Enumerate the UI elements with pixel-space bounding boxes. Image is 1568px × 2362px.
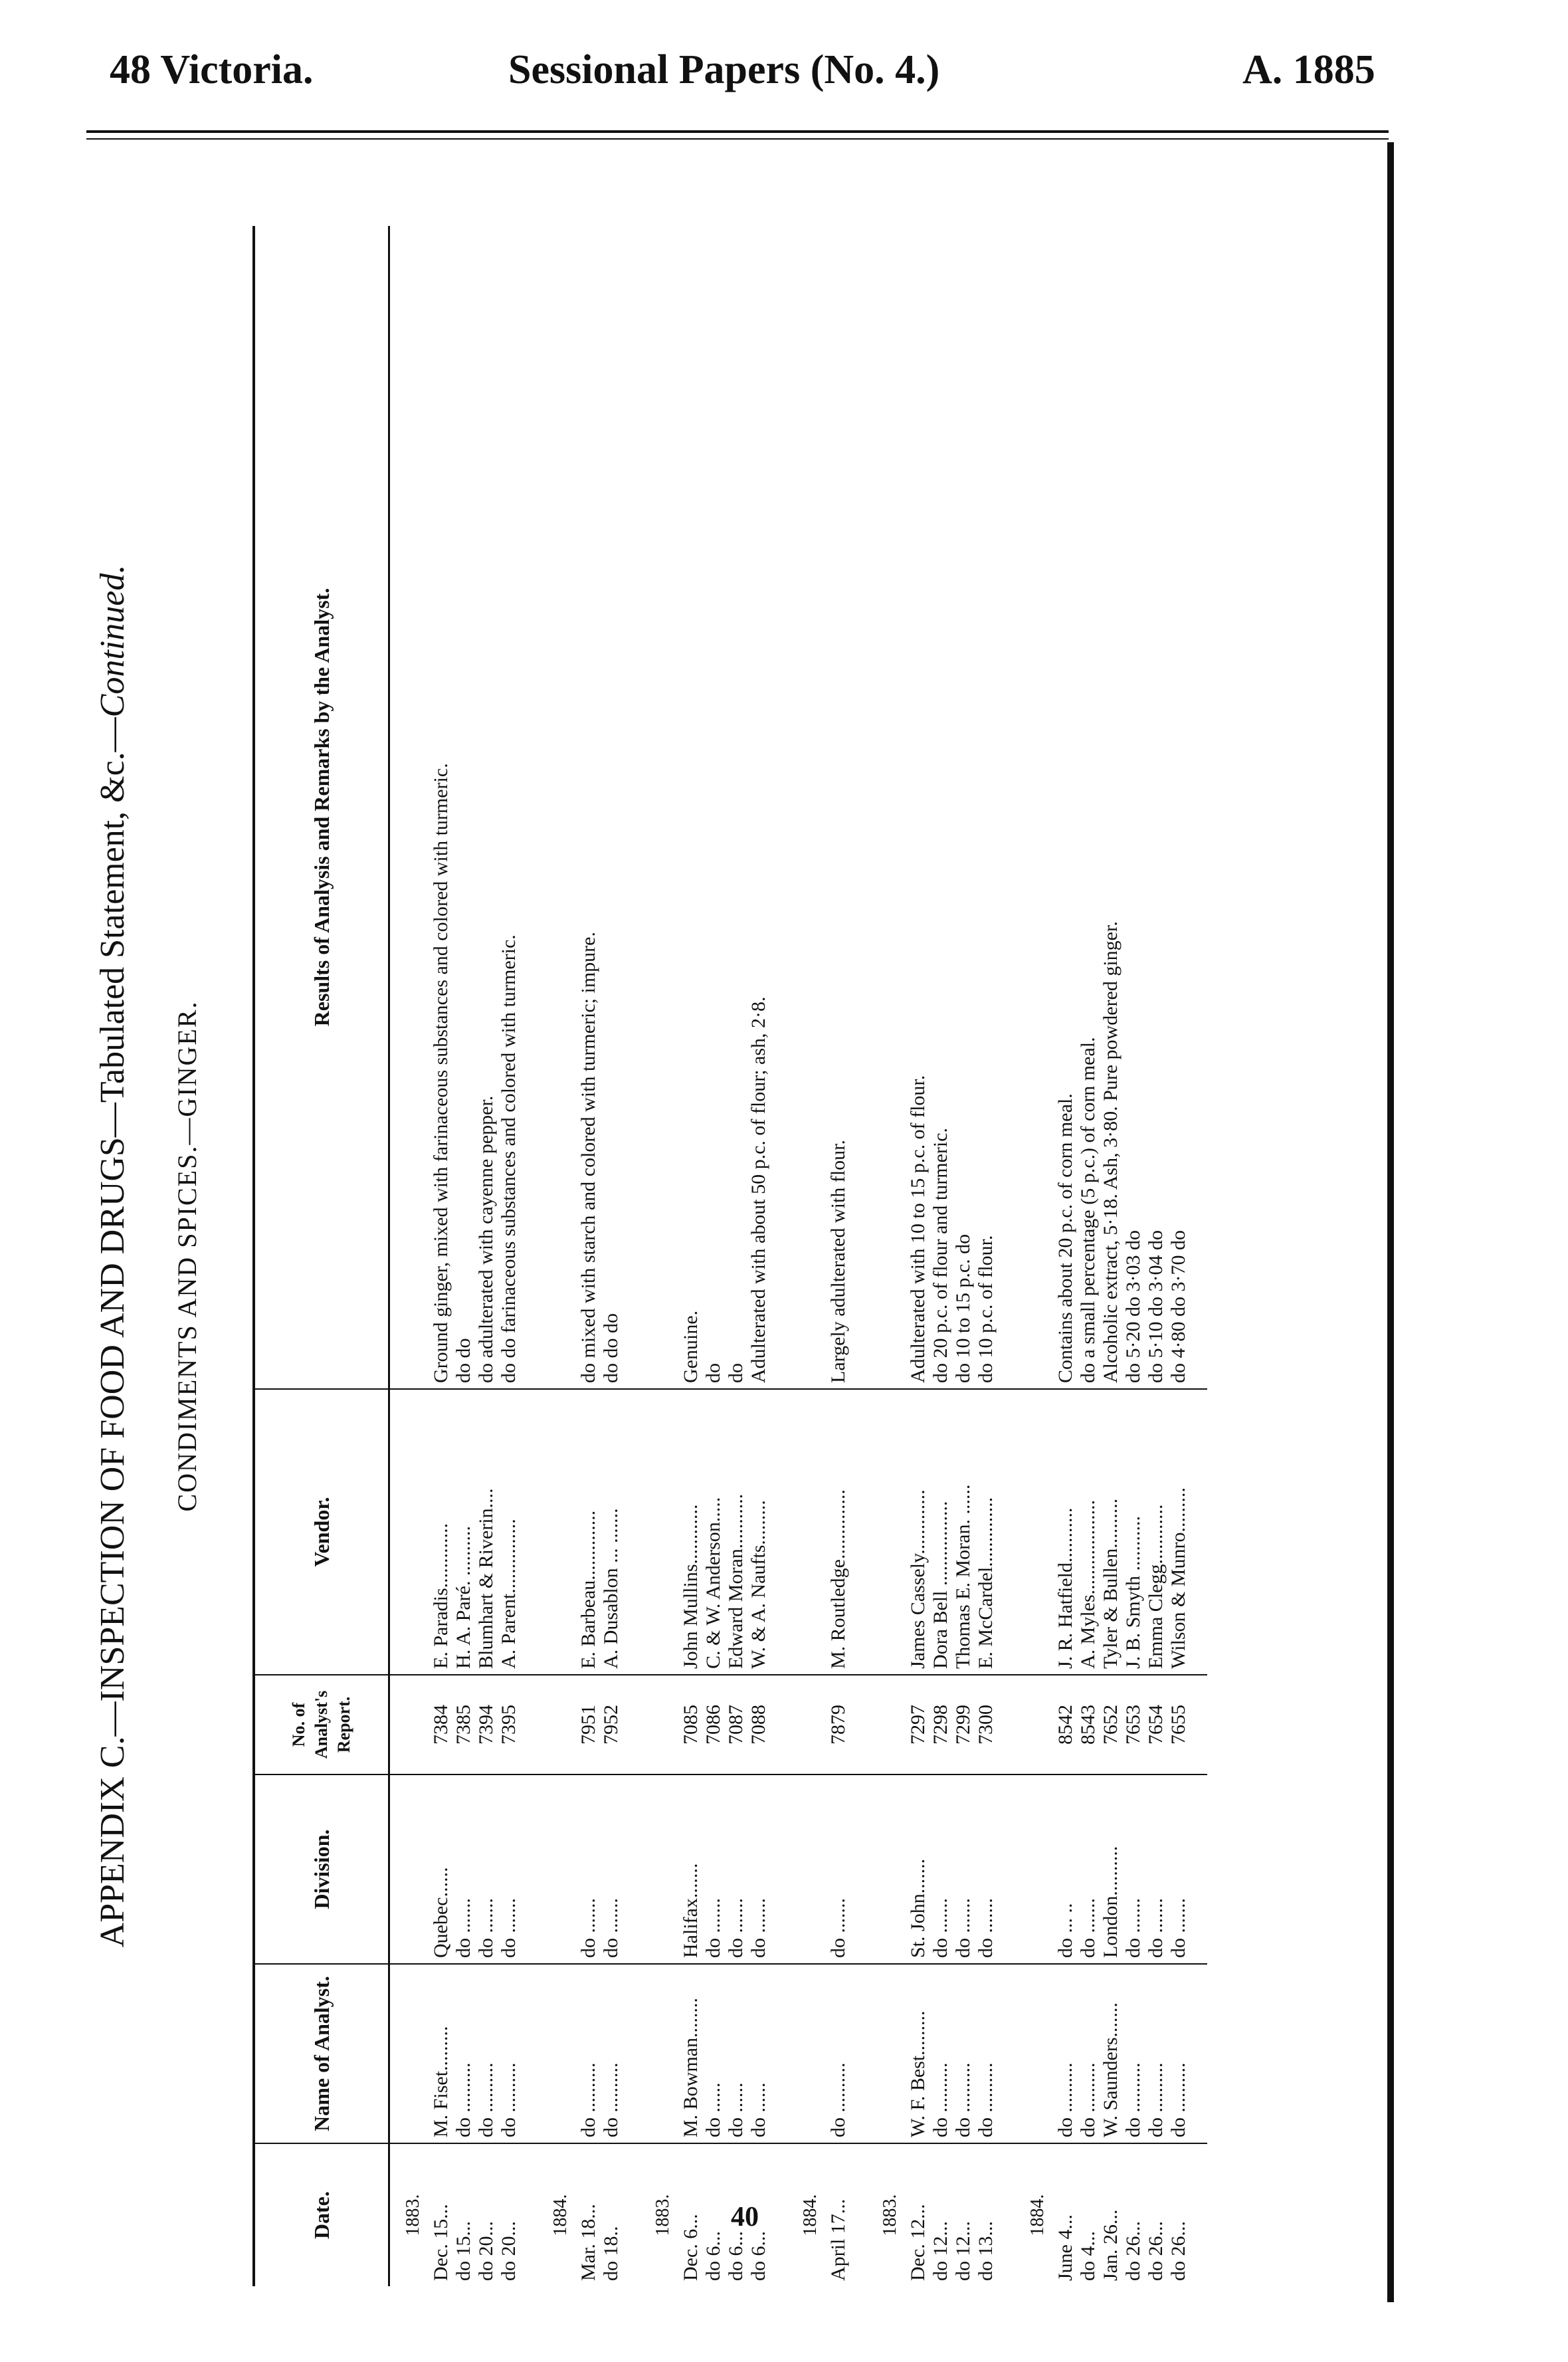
header-left: 48 Victoria. (110, 47, 314, 92)
row-result: do 4·80 do 3·70 do (1167, 226, 1190, 1389)
row-vendor: Tyler & Bullen.......... (1100, 1389, 1122, 1675)
row-analyst: M. Fiset......... (430, 1964, 452, 2143)
row-result: do do (452, 226, 475, 1389)
table-row (1054, 226, 1077, 2286)
row-date: do 20... (498, 2221, 520, 2281)
row-analyst: do .......... (475, 1964, 498, 2143)
table-row (1167, 226, 1190, 2286)
appendix-title-main: APPENDIX C.—INSPECTION OF FOOD AND DRUGS—Tabulated Statement, &c.— (94, 717, 132, 1948)
row-vendor: Wilson & Munro......... (1167, 1389, 1190, 1675)
table-row (747, 226, 770, 2286)
row-date: Jan. 26... (1100, 2209, 1122, 2281)
empty-cell (770, 1964, 787, 2143)
col-division: Division. (254, 1774, 389, 1964)
row-vendor: John Mullins............ (680, 1389, 702, 1675)
row-report-no: 7086 (702, 1675, 725, 1774)
row-analyst: do .......... (952, 1964, 975, 2143)
empty-cell (538, 226, 577, 1389)
row-division: do ....... (975, 1774, 997, 1964)
table-body (389, 226, 1208, 2286)
col-results: Results of Analysis and Remarks by the Analyst. (254, 226, 389, 1389)
empty-cell (1190, 1675, 1207, 1774)
empty-cell (538, 1774, 577, 1964)
row-vendor: Emma Clegg............ (1145, 1389, 1167, 1675)
row-report-no: 7952 (600, 1675, 623, 1774)
col-analyst: Name of Analyst. (254, 1964, 389, 2143)
table-row (1077, 226, 1100, 2286)
row-report-no: 7879 (827, 1675, 850, 1774)
row-vendor: Blumhart & Riverin.... (475, 1389, 498, 1675)
empty-cell (787, 1964, 827, 2143)
row-result: do do do (600, 226, 623, 1389)
row-analyst: W. F. Best......... (907, 1964, 930, 2143)
row-report-no: 8542 (1054, 1675, 1077, 1774)
year-row (538, 226, 577, 2286)
empty-cell (850, 226, 867, 1389)
empty-cell (623, 1389, 640, 1675)
table-row (702, 226, 725, 2286)
empty-cell (520, 226, 538, 1389)
table-row (1122, 226, 1145, 2286)
row-date: do 6... (702, 2231, 724, 2281)
year-row (787, 226, 827, 2286)
row-report-no: 7299 (952, 1675, 975, 1774)
empty-cell (997, 1389, 1015, 1675)
row-division: do ....... (702, 1774, 725, 1964)
row-result: Largely adulterated with flour. (827, 226, 850, 1389)
empty-cell (997, 2143, 1015, 2286)
page-number: 40 (731, 2202, 759, 2232)
row-date: do 13... (975, 2221, 997, 2281)
group-gap (623, 226, 640, 2286)
ginger-table (252, 226, 1207, 2286)
row-division: St. John....... (907, 1774, 930, 1964)
header-rule (86, 130, 1389, 133)
empty-cell (520, 2143, 538, 2286)
row-result: do (702, 226, 725, 1389)
row-date: do 26... (1122, 2221, 1144, 2281)
empty-cell (770, 226, 787, 1389)
empty-cell (538, 1675, 577, 1774)
year-label: 1883. (403, 2194, 423, 2236)
empty-cell (640, 1964, 680, 2143)
col-report-no: No. of Analyst's Report. (254, 1675, 389, 1774)
empty-cell (520, 1964, 538, 2143)
section-subtitle: CONDIMENTS AND SPICES.—GINGER. (172, 1000, 202, 1512)
empty-cell (538, 1964, 577, 2143)
year-label: 1884. (1027, 2194, 1048, 2236)
empty-cell (623, 2143, 640, 2286)
row-vendor: A. Dusablon ... ....... (600, 1389, 623, 1675)
row-division: Quebec...... (430, 1774, 452, 1964)
empty-cell (867, 1675, 907, 1774)
row-report-no: 7087 (725, 1675, 747, 1774)
row-division: do ....... (827, 1774, 850, 1964)
empty-cell (520, 1774, 538, 1964)
row-division: do ....... (577, 1774, 600, 1964)
table-row (725, 226, 747, 2286)
empty-cell (997, 1964, 1015, 2143)
group-gap (770, 226, 787, 2286)
row-result: do (725, 226, 747, 1389)
empty-cell (850, 1964, 867, 2143)
row-result: do mixed with starch and colored with turmeric; impure. (577, 226, 600, 1389)
empty-cell (770, 1774, 787, 1964)
empty-cell (389, 1389, 431, 1675)
empty-cell (1190, 226, 1207, 1389)
row-vendor: E. McCardel.............. (975, 1389, 997, 1675)
row-analyst: do .......... (1167, 1964, 1190, 2143)
row-vendor: A. Myles................... (1077, 1389, 1100, 1675)
table-row (952, 226, 975, 2286)
row-date: do 6... (725, 2231, 747, 2281)
empty-cell (867, 1389, 907, 1675)
empty-cell (850, 1389, 867, 1675)
row-date: April 17... (827, 2199, 849, 2281)
empty-cell (640, 1774, 680, 1964)
group-gap (850, 226, 867, 2286)
table-row (907, 226, 930, 2286)
rotated-table-block (86, 226, 1389, 2286)
row-date: Mar. 18... (577, 2204, 599, 2281)
group-gap (1190, 226, 1207, 2286)
row-report-no: 7385 (452, 1675, 475, 1774)
row-result: Adulterated with 10 to 15 p.c. of flour. (907, 226, 930, 1389)
empty-cell (850, 1675, 867, 1774)
empty-cell (623, 1964, 640, 2143)
row-analyst: do .......... (577, 1964, 600, 2143)
empty-cell (850, 1774, 867, 1964)
row-report-no: 7653 (1122, 1675, 1145, 1774)
row-report-no: 7085 (680, 1675, 702, 1774)
empty-cell (850, 2143, 867, 2286)
header-right: A. 1885 (1242, 47, 1375, 92)
table-row (452, 226, 475, 2286)
row-date: do 26... (1145, 2221, 1167, 2281)
row-vendor: W. & A. Naufts......... (747, 1389, 770, 1675)
row-date: do 4... (1077, 2231, 1099, 2281)
empty-cell (640, 1675, 680, 1774)
row-report-no: 7951 (577, 1675, 600, 1774)
empty-cell (389, 1774, 431, 1964)
year-row (867, 226, 907, 2286)
row-report-no: 7088 (747, 1675, 770, 1774)
empty-cell (787, 226, 827, 1389)
row-division: do ....... (747, 1774, 770, 1964)
row-analyst: do ...... (725, 1964, 747, 2143)
row-vendor: Edward Moran........... (725, 1389, 747, 1675)
row-result: do 20 p.c. of flour and turmeric. (930, 226, 952, 1389)
table-titles (86, 226, 246, 2286)
row-result: Contains about 20 p.c. of corn meal. (1054, 226, 1077, 1389)
empty-cell (787, 1774, 827, 1964)
table-row (1145, 226, 1167, 2286)
table-row (680, 226, 702, 2286)
row-vendor: Dora Bell ................. (930, 1389, 952, 1675)
row-result: do a small percentage (5 p.c.) of corn meal. (1077, 226, 1100, 1389)
header-rule-thin (86, 138, 1389, 140)
year-row (389, 226, 431, 2286)
page-header (0, 47, 1568, 113)
row-date: Dec. 12... (907, 2204, 929, 2281)
row-vendor: C. & W. Anderson..... (702, 1389, 725, 1675)
row-division: do ....... (1077, 1774, 1100, 1964)
row-analyst: do .......... (827, 1964, 850, 2143)
header-center: Sessional Papers (No. 4.) (508, 47, 940, 92)
empty-cell (1190, 1774, 1207, 1964)
row-division: do ....... (952, 1774, 975, 1964)
row-vendor: J. B. Smyth ........... (1122, 1389, 1145, 1675)
row-analyst: do ...... (747, 1964, 770, 2143)
row-analyst: do .......... (452, 1964, 475, 2143)
year-label: 1883. (652, 2194, 673, 2236)
row-analyst: M. Bowman........ (680, 1964, 702, 2143)
row-division: London.......... (1100, 1774, 1122, 1964)
empty-cell (640, 1389, 680, 1675)
table-row (475, 226, 498, 2286)
row-report-no: 7297 (907, 1675, 930, 1774)
row-analyst: do .......... (600, 1964, 623, 2143)
row-analyst: do .......... (1077, 1964, 1100, 2143)
row-result: Genuine. (680, 226, 702, 1389)
year-label: 1884. (550, 2194, 571, 2236)
table-row (577, 226, 600, 2286)
row-report-no: 7655 (1167, 1675, 1190, 1774)
empty-cell (1015, 1675, 1054, 1774)
row-analyst: do ...... (702, 1964, 725, 2143)
row-result: do 10 p.c. of flour. (975, 226, 997, 1389)
empty-cell (787, 1675, 827, 1774)
empty-cell (1190, 1389, 1207, 1675)
row-division: do ....... (725, 1774, 747, 1964)
table-row (975, 226, 997, 2286)
row-vendor: M. Routledge.............. (827, 1389, 850, 1675)
empty-cell (623, 1774, 640, 1964)
row-result: do adulterated with cayenne pepper. (475, 226, 498, 1389)
row-vendor: H. A. Paré. .......... (452, 1389, 475, 1675)
table-row (827, 226, 850, 2286)
empty-cell (623, 226, 640, 1389)
row-result: do do farinaceous substances and colored with turmeric. (498, 226, 520, 1389)
row-analyst: do .......... (498, 1964, 520, 2143)
row-date: do 12... (930, 2221, 951, 2281)
row-vendor: E. Paradis............. (430, 1389, 452, 1675)
row-report-no: 7394 (475, 1675, 498, 1774)
empty-cell (997, 1774, 1015, 1964)
row-vendor: A. Parent............... (498, 1389, 520, 1675)
empty-cell (389, 1964, 431, 2143)
row-report-no: 8543 (1077, 1675, 1100, 1774)
row-report-no: 7298 (930, 1675, 952, 1774)
empty-cell (1190, 1964, 1207, 2143)
col-date: Date. (254, 2143, 389, 2286)
row-date: do 20... (475, 2221, 497, 2281)
empty-cell (1015, 1774, 1054, 1964)
row-date: do 6... (747, 2231, 769, 2281)
row-division: Halifax....... (680, 1774, 702, 1964)
row-division: do ....... (498, 1774, 520, 1964)
empty-cell (770, 1389, 787, 1675)
row-date: do 12... (952, 2221, 974, 2281)
empty-cell (997, 1675, 1015, 1774)
row-report-no: 7300 (975, 1675, 997, 1774)
row-result: do 5·20 do 3·03 do (1122, 226, 1145, 1389)
row-result: Ground ginger, mixed with farinaceous substances and colored with turmeric. (430, 226, 452, 1389)
empty-cell (1015, 1964, 1054, 2143)
row-vendor: J. R. Hatfield........... (1054, 1389, 1077, 1675)
row-date: Dec. 15... (430, 2204, 452, 2281)
row-report-no: 7652 (1100, 1675, 1122, 1774)
empty-cell (538, 1389, 577, 1675)
col-vendor: Vendor. (254, 1389, 389, 1675)
row-vendor: James Cassely............. (907, 1389, 930, 1675)
row-report-no: 7654 (1145, 1675, 1167, 1774)
appendix-title (93, 226, 132, 2286)
row-result: do 5·10 do 3·04 do (1145, 226, 1167, 1389)
year-label: 1884. (800, 2194, 821, 2236)
empty-cell (770, 1675, 787, 1774)
empty-cell (867, 1774, 907, 1964)
group-gap (997, 226, 1015, 2286)
row-date: do 26... (1167, 2221, 1189, 2281)
row-analyst: do .......... (930, 1964, 952, 2143)
year-row (1015, 226, 1054, 2286)
empty-cell (520, 1389, 538, 1675)
row-division: do ....... (452, 1774, 475, 1964)
empty-cell (389, 226, 431, 1389)
table-row (930, 226, 952, 2286)
group-gap (520, 226, 538, 2286)
year-label: 1883. (880, 2194, 900, 2236)
table-row (498, 226, 520, 2286)
empty-cell (770, 2143, 787, 2286)
empty-cell (640, 226, 680, 1389)
row-date: June 4... (1054, 2214, 1076, 2281)
empty-cell (1015, 1389, 1054, 1675)
row-analyst: do .......... (1145, 1964, 1167, 2143)
empty-cell (623, 1675, 640, 1774)
table-header (254, 226, 389, 2286)
empty-cell (389, 1675, 431, 1774)
row-analyst: do .......... (1122, 1964, 1145, 2143)
empty-cell (997, 226, 1015, 1389)
table-row (430, 226, 452, 2286)
row-division: do ....... (1167, 1774, 1190, 1964)
row-date: Dec. 6... (680, 2214, 702, 2281)
empty-cell (1015, 226, 1054, 1389)
row-vendor: Thomas E. Moran. ...... (952, 1389, 975, 1675)
table-row (1100, 226, 1122, 2286)
row-report-no: 7395 (498, 1675, 520, 1774)
row-report-no: 7384 (430, 1675, 452, 1774)
row-division: do ....... (930, 1774, 952, 1964)
empty-cell (1190, 2143, 1207, 2286)
row-analyst: W. Saunders....... (1100, 1964, 1122, 2143)
row-division: do ....... (1145, 1774, 1167, 1964)
empty-cell (867, 1964, 907, 2143)
empty-cell (787, 1389, 827, 1675)
row-division: do ....... (475, 1774, 498, 1964)
row-date: do 18.. (600, 2226, 622, 2281)
row-date: do 15... (452, 2221, 474, 2281)
table-row (600, 226, 623, 2286)
row-result: Adulterated with about 50 p.c. of flour; ash, 2·8. (747, 226, 770, 1389)
row-result: do 10 to 15 p.c. do (952, 226, 975, 1389)
empty-cell (867, 226, 907, 1389)
row-analyst: do .......... (1054, 1964, 1077, 2143)
row-division: do ....... (1122, 1774, 1145, 1964)
row-result: Alcoholic extract, 5·18. Ash, 3·80. Pure powdered ginger. (1100, 226, 1122, 1389)
row-division: do ....... (600, 1774, 623, 1964)
row-division: do ... .. (1054, 1774, 1077, 1964)
empty-cell (520, 1675, 538, 1774)
row-analyst: do .......... (975, 1964, 997, 2143)
row-vendor: E. Barbeau.............. (577, 1389, 600, 1675)
year-row (640, 226, 680, 2286)
appendix-title-continued: Continued. (94, 564, 132, 718)
